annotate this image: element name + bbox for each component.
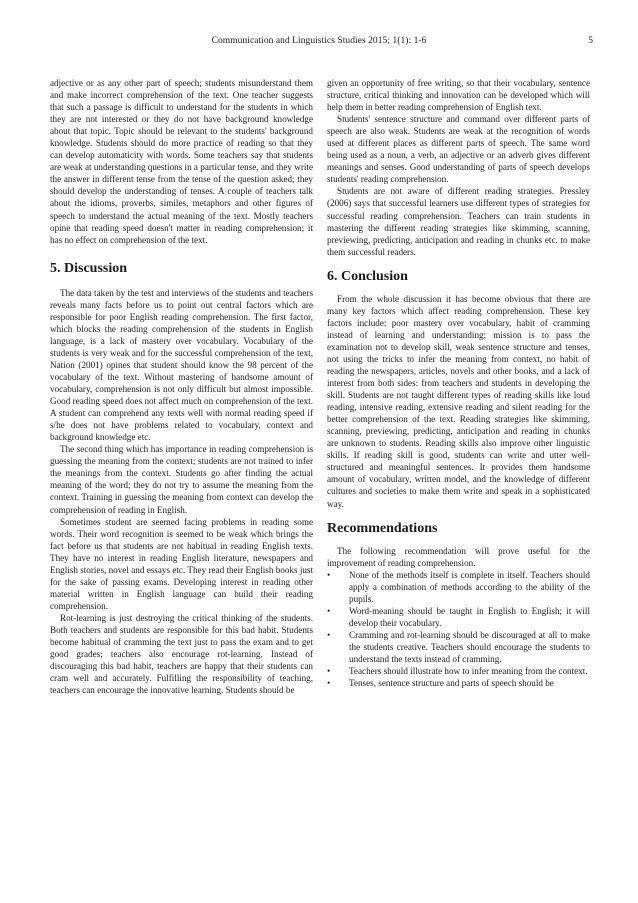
recommendation-text: Teachers should illustrate how to infer meaning from the context.: [349, 666, 588, 677]
left-column: [50, 77, 313, 696]
recommendations-intro: The following recommendation will prove useful for the improvement of reading comprehension.: [327, 545, 590, 568]
discussion-paragraph: Students' sentence structure and command over different parts of speech are also weak. Students are weak at the recognition of words used at different places as different parts of speech. The same word being used as a noun, a verb, an adjective or an adverb gives different meanings and senses. Good understanding of parts of speech develops students' reading comprehension.: [327, 114, 590, 185]
conclusion-paragraph: From the whole discussion it has become obvious that there are many key factors which affect reading comprehension. These key factors include: poor mastery over vocabulary, habit of cramming instead of learning and understanding; mission is to pass the examination not to develop skill, weak sentence structure and tenses, not using the tricks to infer the meaning from context, no habit of reading the newspapers, articles, novels and other books, and a lack of interest from both sides: from teachers and students in developing the skill. Students are not taught different types of reading skills like loud reading, intensive reading, extensive reading and silent reading for the better comprehension of the text. Reading strategies like skimming, scanning, previewing, predicting, anticipation and reading in chunks are unknown to students. Reading skills also improve other linguistic skills. If reading skill is good, students can write and utter well-structured and meaningful sentences. It provides them handsome amount of vocabulary, written model, and the knowledge of different cultures and societies to make them write and speak in a sophisticated way.: [327, 293, 590, 509]
bullet-icon: •: [327, 629, 331, 640]
continued-paragraph: adjective or as any other part of speech; students misunderstand them and make incorrect comprehension of the text. One teacher suggests that such a passage is difficult to understand for the students in which they are not interested or they do not have background knowledge about that topic. Topic should be relevant to the students' background knowledge. Students should do more practice of reading so that they can develop automaticity with words. Some teachers say that students are weak at understanding questions in a particular tense, and they write the answer in different tense from the tense of the question asked; they should develop the understanding of tenses. A couple of teachers talk about the idioms, proverbs, similes, metaphors and other figures of speech to understand the actual meaning of the text. Mostly teachers opine that reading speed doesn't matter in reading comprehension; it has no effect on comprehension of the text.: [50, 78, 314, 245]
bullet-icon: •: [327, 605, 331, 616]
section-heading-discussion: 5. Discussion: [50, 260, 128, 276]
right-column: [327, 77, 590, 689]
discussion-paragraph: Rot-learning is just destroying the critical thinking of the students. Both teachers and students are responsible for this bad habit. Students become habitual of cramming the text just to pass the exam and to get good grades; teachers also encourage rot-learning. Instead of discouraging this bad habit, teachers are happy that their students can cram well and accurately. Fulfilling the responsibility of teaching, teachers can encourage the innovative learning. Students should be: [50, 612, 313, 696]
section-heading-recommendations: Recommendations: [327, 520, 438, 536]
recommendation-text: None of the methods itself is complete in itself. Teachers should apply a combination of methods according to the ability of the pupils.: [349, 569, 590, 604]
discussion-paragraph: Students are not aware of different reading strategies. Pressley (2006) says that successful learners use different types of strategies for successful reading comprehension. Teachers can train students in mastering the different reading strategies like skimming, scanning, previewing, predicting, anticipation and reading in chunks etc. to make them successful readers.: [327, 186, 590, 257]
list-item: [327, 677, 590, 689]
bullet-icon: •: [327, 666, 331, 677]
discussion-paragraph: Sometimes student are seemed facing problems in reading some words. Their word recognition is seemed to be weak which brings the fact before us that students are not habitual in reading English texts. They have no interest in reading English literature, newspapers and English stories, novel and essays etc. They read their English books just for the sake of passing exams. Developing interest in reading other material written in English language can build their reading comprehension.: [50, 516, 313, 611]
section-heading-conclusion: 6. Conclusion: [327, 268, 408, 284]
list-item: [327, 629, 590, 665]
discussion-paragraph: The second thing which has importance in reading comprehension is guessing the meaning from the context; students are not trained to infer the meanings from the context. Students go after finding the actual meaning of the word; they do not try to assume the meaning from the context. Training in guessing the meaning from context can develop the comprehension of reading in English.: [50, 444, 313, 515]
recommendations-list: [327, 569, 590, 689]
list-item: [327, 665, 590, 677]
recommendation-text: Tenses, sentence structure and parts of speech should be: [349, 678, 554, 689]
list-item: [327, 605, 590, 629]
bullet-icon: •: [327, 678, 331, 689]
continued-paragraph: given an opportunity of free writing, so that their vocabulary, sentence structure, critical thinking and innovation can be developed which will help them in better reading comprehension of English text.: [327, 78, 590, 113]
page-number: 5: [588, 36, 593, 46]
recommendation-text: Cramming and rot-learning should be discouraged at all to make the students creative. Teachers should encourage the students to understand the texts instead of cramming.: [349, 629, 590, 664]
discussion-paragraph: The data taken by the test and interviews of the students and teachers reveals many facts before us to point out central factors which are responsible for poor English reading comprehension. The first factor, which blocks the reading comprehension of the students in English language, is a lack of mastery over vocabulary. Vocabulary of the students is very weak and for the successful comprehension of the text, Nation (2001) opines that student should know the 98 percent of the vocabulary of the text. Without mastering of handsome amount of vocabulary, comprehension is not only difficult but almost impossible. Good reading speed does not affect much on comprehension of the text. A student can comprehend any texts well with normal reading speed if s/he does not have problems related to vocabulary, context and background knowledge etc.: [50, 287, 313, 443]
bullet-icon: •: [327, 569, 331, 580]
list-item: [327, 569, 590, 605]
running-head: Communication and Linguistics Studies 2015; 1(1): 1-6: [211, 36, 427, 46]
recommendation-text: Word-meaning should be taught in English to English; it will develop their vocabulary.: [349, 605, 590, 628]
